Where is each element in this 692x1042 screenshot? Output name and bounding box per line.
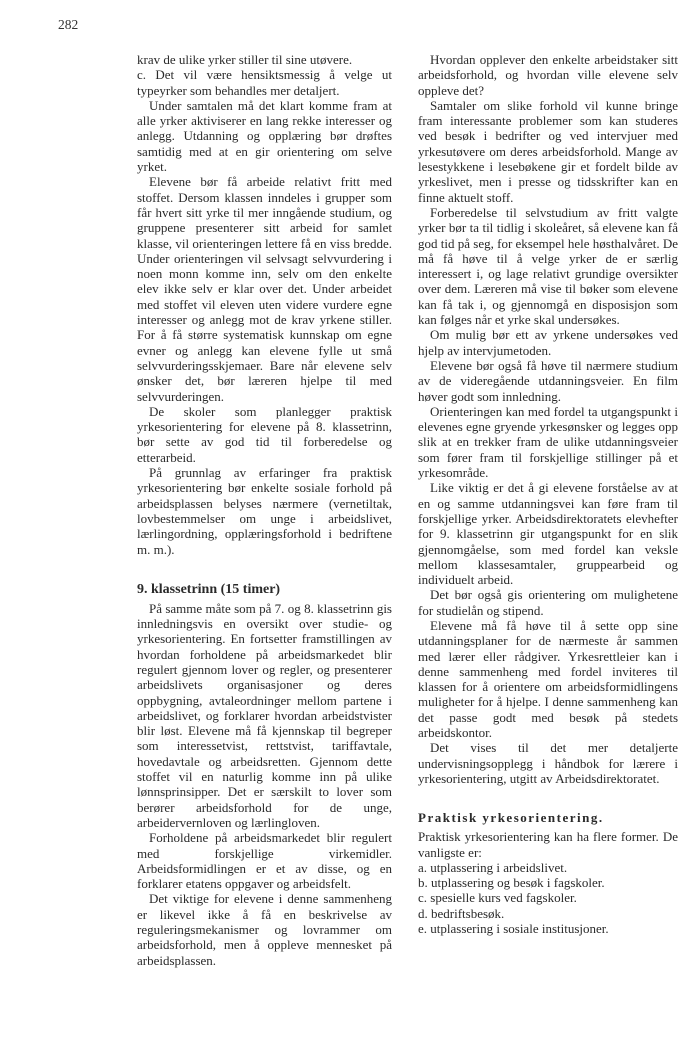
paragraph: Elevene må få høve til å sette opp sine utdanningsplaner for de nærmeste år sammen med lærer eller rådgiver. Yrkesrettleier kan i denne sammenheng med fordel inviteres til klassen for å orientere om arbeidsformidlingens muligheter for å hjelpe. I denne sammenheng kan det passe godt med besøk på stedets arbeidskontor. xyxy=(418,617,678,741)
paragraph: Elevene bør få arbeide relativt fritt med stoffet. Dersom klassen inndeles i grupper som får hvert sitt yrke til mer inngående studium, og gruppene presenterer sitt arbeid for samlet klasse, vil orienteringen lettere få en viss bredde. Under orienteringen vil selvsagt selvvurdering i noen monn komme inn, selv om den enkelte elev ikke selv er klar over det. Under arbeidet med stoffet vil eleven uten videre vurdere egne interesser og anlegg mot de krav yrkene stiller. For å få større systematisk kunnskap om egne evner og anlegg kan elevene fylle ut små selvvurderingsskjemaer. Bare når elevene selv ønsker det, bør læreren hjelpe til med selvvurderingen. xyxy=(137,174,392,404)
paragraph: På grunnlag av erfaringer fra praktisk yrkesorientering bør enkelte sosiale forhold på arbeidsplassen belyses nærmere (vernetiltak, lovbestemmelser om unge i arbeidslivet, lærlingordning, opplæringsforhold i bedriftene m. m.). xyxy=(137,465,392,557)
paragraph: Elevene bør også få høve til nærmere studium av de videregående utdanningsveier. En film høver godt som innledning. xyxy=(418,357,678,404)
paragraph: De skoler som planlegger praktisk yrkesorientering for elevene på 8. klassetrinn, bør sette av god tid til forberedelse og etterarbeid. xyxy=(137,403,392,465)
list-item: d. bedriftsbesøk. xyxy=(418,905,505,921)
paragraph: Samtaler om slike forhold vil kunne bringe fram interessante problemer som kan studeres ved besøk i bedrifter og ved intervjuer med yrkesutøvere om deres arbeidsforhold. Mange av lesestykkene i lesebøkene gir et fordelt bilde av yrkeslivet, men i presse og tidsskrifter kan en finne aktuelt stoff. xyxy=(418,97,678,205)
paragraph: Forberedelse til selvstudium av fritt valgte yrker bør ta til tidlig i skoleåret, så elevene kan få god tid på seg, for eksempel hele høsthalvåret. De må få høve til å velge yrker de er særlig interessert i, og lage relativt grundige oversikter over dem. Læreren må vise til bøker som elevene kan få tak i, og gjennomgå en disposisjon som kan følges når et yrke skal undersøkes. xyxy=(418,204,678,328)
paragraph: Like viktig er det å gi elevene forståelse av at en og samme utdanningsvei kan føre fram til forskjellige yrker. Arbeidsdirektoratets elevhefter for 9. klassetrinn gir utgangspunkt for en slik gjennomgåelse, som med fordel kan veksle mellom klassesamtaler, gruppearbeid og individuelt arbeid. xyxy=(418,480,678,588)
paragraph: Orienteringen kan med fordel ta utgangspunkt i elevenes egne gryende yrkesønsker og legges opp slik at en trekker fram de ulike utdanningsveier som fører fram til forskjellige stillinger på et yrkesområde. xyxy=(418,403,678,481)
paragraph: Om mulig bør ett av yrkene undersøkes ved hjelp av intervjumetoden. xyxy=(418,327,678,358)
list-item: e. utplassering i sosiale institusjoner. xyxy=(418,921,609,937)
paragraph: Under samtalen må det klart komme fram at alle yrker aktiviserer en lang rekke interesser og anlegg. Utdanning og opplæring bør drøftes samtidig med at en gir orientering om selve yrket. xyxy=(137,97,392,175)
right-column xyxy=(418,52,678,936)
list-item: c. spesielle kurs ved fagskoler. xyxy=(418,890,577,906)
list-item: a. utplassering i arbeidslivet. xyxy=(418,859,568,875)
paragraph: Det bør også gis orientering om mulighetene for studielån og stipend. xyxy=(418,587,678,618)
paragraph: Det viktige for elevene i denne sammenheng er likevel ikke å få en beskrivelse av reguleringsmekanismer og lovrammer om arbeidsforhold, men å oppleve mennesket på arbeidsplassen. xyxy=(137,891,392,968)
paragraph: krav de ulike yrker stiller til sine utøvere. xyxy=(137,52,353,67)
forms-list xyxy=(418,860,678,936)
paragraph: c. Det vil være hensiktsmessig å velge ut typeyrker som behandles mer detaljert. xyxy=(137,67,392,98)
paragraph: Hvordan opplever den enkelte arbeidstaker sitt arbeidsforhold, og hvordan ville elevene selv oppleve det? xyxy=(418,52,678,98)
subheading: Praktisk yrkesorientering. xyxy=(418,810,604,826)
list-item: b. utplassering og besøk i fagskoler. xyxy=(418,875,605,891)
paragraph: Praktisk yrkesorientering kan ha flere former. De vanligste er: xyxy=(418,829,678,860)
paragraph: Forholdene på arbeidsmarkedet blir regulert med forskjellige virkemidler. Arbeidsformidlingen er et av disse, og en forklarer etatens oppgaver og arbeidsfelt. xyxy=(137,830,392,892)
left-column xyxy=(137,52,392,968)
page-number: 282 xyxy=(58,17,79,32)
paragraph: På samme måte som på 7. og 8. klassetrinn gis innledningsvis en oversikt over studie- og yrkesorientering. En fortsetter framstillingen av hvordan forholdene på arbeidsmarkedet blir regulert gjennom lover og regler, og presenterer arbeidslivets organisasjoner og deres oppbygning, avtaleordninger mellom partene i arbeidslivet, og forklarer hvordan arbeidstvister blir løst. Elevene må få kjennskap til begreper som interessetvist, rettstvist, tariffavtale, hovedavtale og arbeidsretten. Gjennom dette stoffet vil en naturlig komme inn på ulike lønnsprinsipper. Det er særskilt to lover som berører arbeidsforhold for de unge, arbeidervernloven og lærlingloven. xyxy=(137,600,392,830)
paragraph: Det vises til det mer detaljerte undervisningsopplegg i håndbok for lærere i yrkesorientering, utgitt av Arbeidsdirektoratet. xyxy=(418,740,678,786)
section-heading: 9. klassetrinn (15 timer) xyxy=(137,581,281,597)
